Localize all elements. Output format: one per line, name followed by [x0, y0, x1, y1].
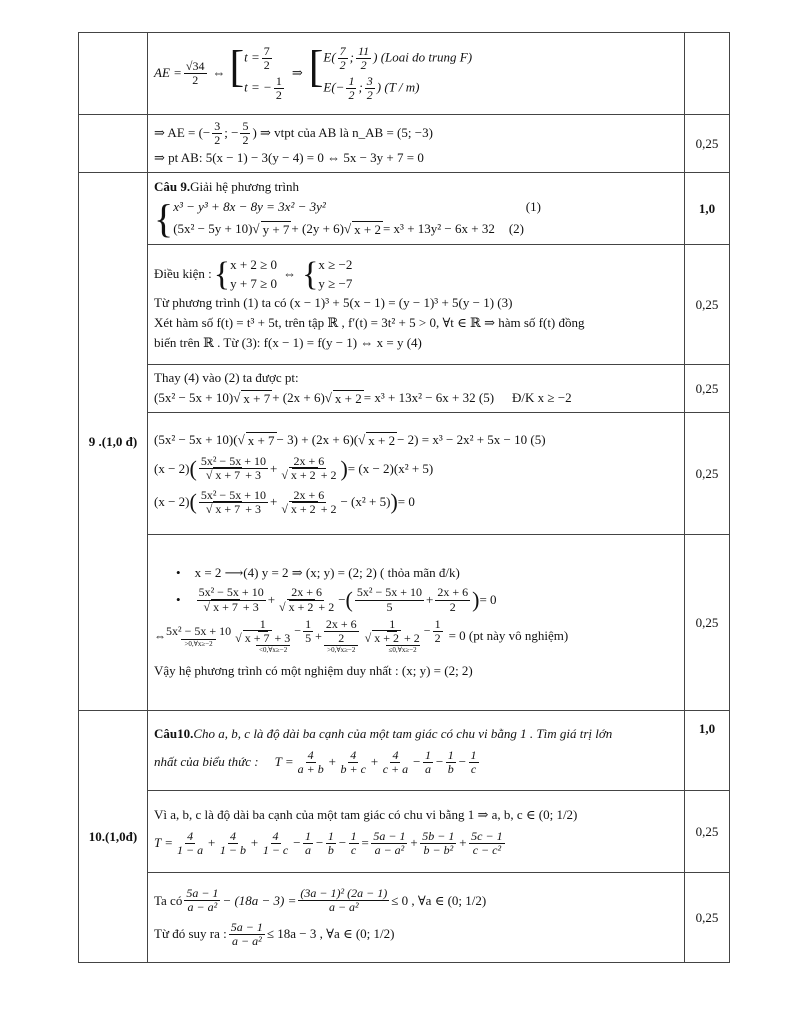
ab-line-equation: ⇒ pt AB: 5(x − 1) − 3(y − 4) = 0 ⇔ 5x − 3y + 7 = 0 — [154, 150, 424, 166]
row-q10-inequality: Ta có $\frac{5a - 1}{\text{a − a²}}$ − (18a − 3) = $\frac{\text{(3a − 1)² (2a − 1)}}{\text{a − a²}}$ ≤ 0 , ∀a ∈ (0; 1/2) Từ đó suy ra : $\frac{5a - 1}{\text{a − a²}}$ ≤ 18a − 3 , ∀a ∈ (0; 1/2) 0,25 — [79, 873, 730, 963]
score-cell: 0,25 — [685, 535, 730, 711]
score-cell: 0,25 — [685, 873, 730, 963]
score-cell: 0,25 — [685, 413, 730, 535]
q10-title: Câu10. — [154, 725, 194, 741]
answer-sheet — [78, 32, 730, 963]
score-cell: 0,25 — [685, 115, 730, 173]
solution-table — [78, 32, 730, 963]
ae-equation: AE = $\frac{√34}{2}$ ⇔ [ t = $\frac{7}{2}$ t = − $\frac{1}{2}$ ⇒ [ E( $\frac{7}{2}$ ; $\frac{11}{2}$ ) (Loai do trung F) E(− $\frac{1}{2}$ ; $\frac{3}{2}$ ) (T / m) — [154, 42, 473, 102]
q10-label: 10.(1,0đ) — [79, 711, 148, 963]
score-cell: 0,25 — [685, 791, 730, 873]
q9-title: Câu 9. — [154, 179, 191, 195]
score-cell: 0,25 — [685, 245, 730, 365]
ae-vector: ⇒ AE = (− $\frac{3}{2}$ ; − $\frac{5}{2}$ ) ⇒ vtpt của AB là n_AB = (5; −3) — [154, 118, 433, 147]
score-cell: 1,0 — [685, 711, 730, 791]
score-cell: 1,0 — [685, 173, 730, 245]
row-q9-statement: 9 .(1,0 đ) Câu 9. Giải hệ phương trình { x³ − y³ + 8x − 8y = 3x² − 3y² (1) (5x² − 5y + 10) √ y + 7 + (2y + 6) √ x + 2 = x³ + 13y² − 6x + 32 (2) 1,0 — [79, 173, 730, 245]
q9-label: 9 .(1,0 đ) — [79, 173, 148, 711]
score-cell: 0,25 — [685, 365, 730, 413]
row-q9-conclusion: • x = 2 ⟶(4) y = 2 ⇒ (x; y) = (2; 2) ( thỏa mãn đ/k) • $\frac{\text{5x² − 5x + 10}}{√ x + 7 + 3}$ + $\frac{2x + 6}{√ x + 2 + 2}$ − ( $\frac{\text{5x² − 5x + 10}}{5}$ + $\frac{2x + 6}{2}$ ) = 0 ⇔ 5x² − 5x + 10 >0,∀x≥−2 $\frac{1}{√ x + 7 + 3}$ − $\frac{1}{5}$ <0,∀x≥−2 + $\frac{2x + 6}{2}$ >0,∀x≥−2 $\frac{1}{√ x + 2 + 2}$ − $\frac{1}{2}$ ≤0,∀x≥−2 = 0 (pt này vô nghiệm) Vậy hệ phương trình có một nghiệm duy nhất : (x; y) = (2; 2) 0,25 — [79, 535, 730, 711]
row-q10-rewrite: Vì a, b, c là độ dài ba cạnh của một tam giác có chu vi bằng 1 ⇒ a, b, c ∈ (0; 1/2) T = $\frac{4}{1 - a}$ + $\frac{4}{1 - b}$ + $\frac{4}{1 - c}$ − $\frac{1}{a}$ − $\frac{1}{b}$ − $\frac{1}{c}$ = $\frac{5a - 1}{\text{a − a²}}$ + $\frac{5b - 1}{\text{b − b²}}$ + $\frac{5c - 1}{\text{c − c²}}$ 0,25 — [79, 791, 730, 873]
row-ab-equation — [79, 115, 730, 173]
row-ae-solutions — [79, 33, 730, 115]
row-q9-substitution: Thay (4) vào (2) ta được pt: (5x² − 5x + 10) √ x + 7 + (2x + 6) √ x + 2 = x³ + 13x² − 6x + 32 (5) Đ/K x ≥ −2 0,25 — [79, 365, 730, 413]
row-q9-conditions: Điều kiện : { x + 2 ≥ 0 y + 7 ≥ 0 ⇔ { x ≥ −2 y ≥ −7 Từ phương trình (1) ta có (x − 1)³ + 5(x − 1) = (y − 1)³ + 5(y − 1) (3) Xét hàm số f(t) = t³ + 5t, trên tập ℝ , f′(t) = 3t² + 5 > 0, ∀t ∈ ℝ ⇒ hàm số f(t) đồng biến trên ℝ . Từ (3): f(x − 1) = f(y − 1) ⇔ x = y (4) 0,25 — [79, 245, 730, 365]
row-q9-transform: (5x² − 5x + 10)( √ x + 7 − 3) + (2x + 6)( √ x + 2 − 2) = x³ − 2x² + 5x − 10 (5) (x − 2) ( $\frac{\text{5x² − 5x + 10}}{√ x + 7 + 3}$ + $\frac{2x + 6}{√ x + 2 + 2}$ ) = (x − 2)(x² + 5) (x − 2) ( $\frac{\text{5x² − 5x + 10}}{√ x + 7 + 3}$ + $\frac{2x + 6}{√ x + 2 + 2}$ − (x² + 5) ) = 0 0,25 — [79, 413, 730, 535]
row-q10-statement: 10.(1,0đ) Câu10. Cho a, b, c là độ dài ba cạnh của một tam giác có chu vi bằng 1 . Tìm giá trị lớn nhất của biểu thức : T = $\frac{4}{a + b}$ + $\frac{4}{b + c}$ + $\frac{4}{c + a}$ − $\frac{1}{a}$ − $\frac{1}{b}$ − $\frac{1}{c}$ 1,0 — [79, 711, 730, 791]
